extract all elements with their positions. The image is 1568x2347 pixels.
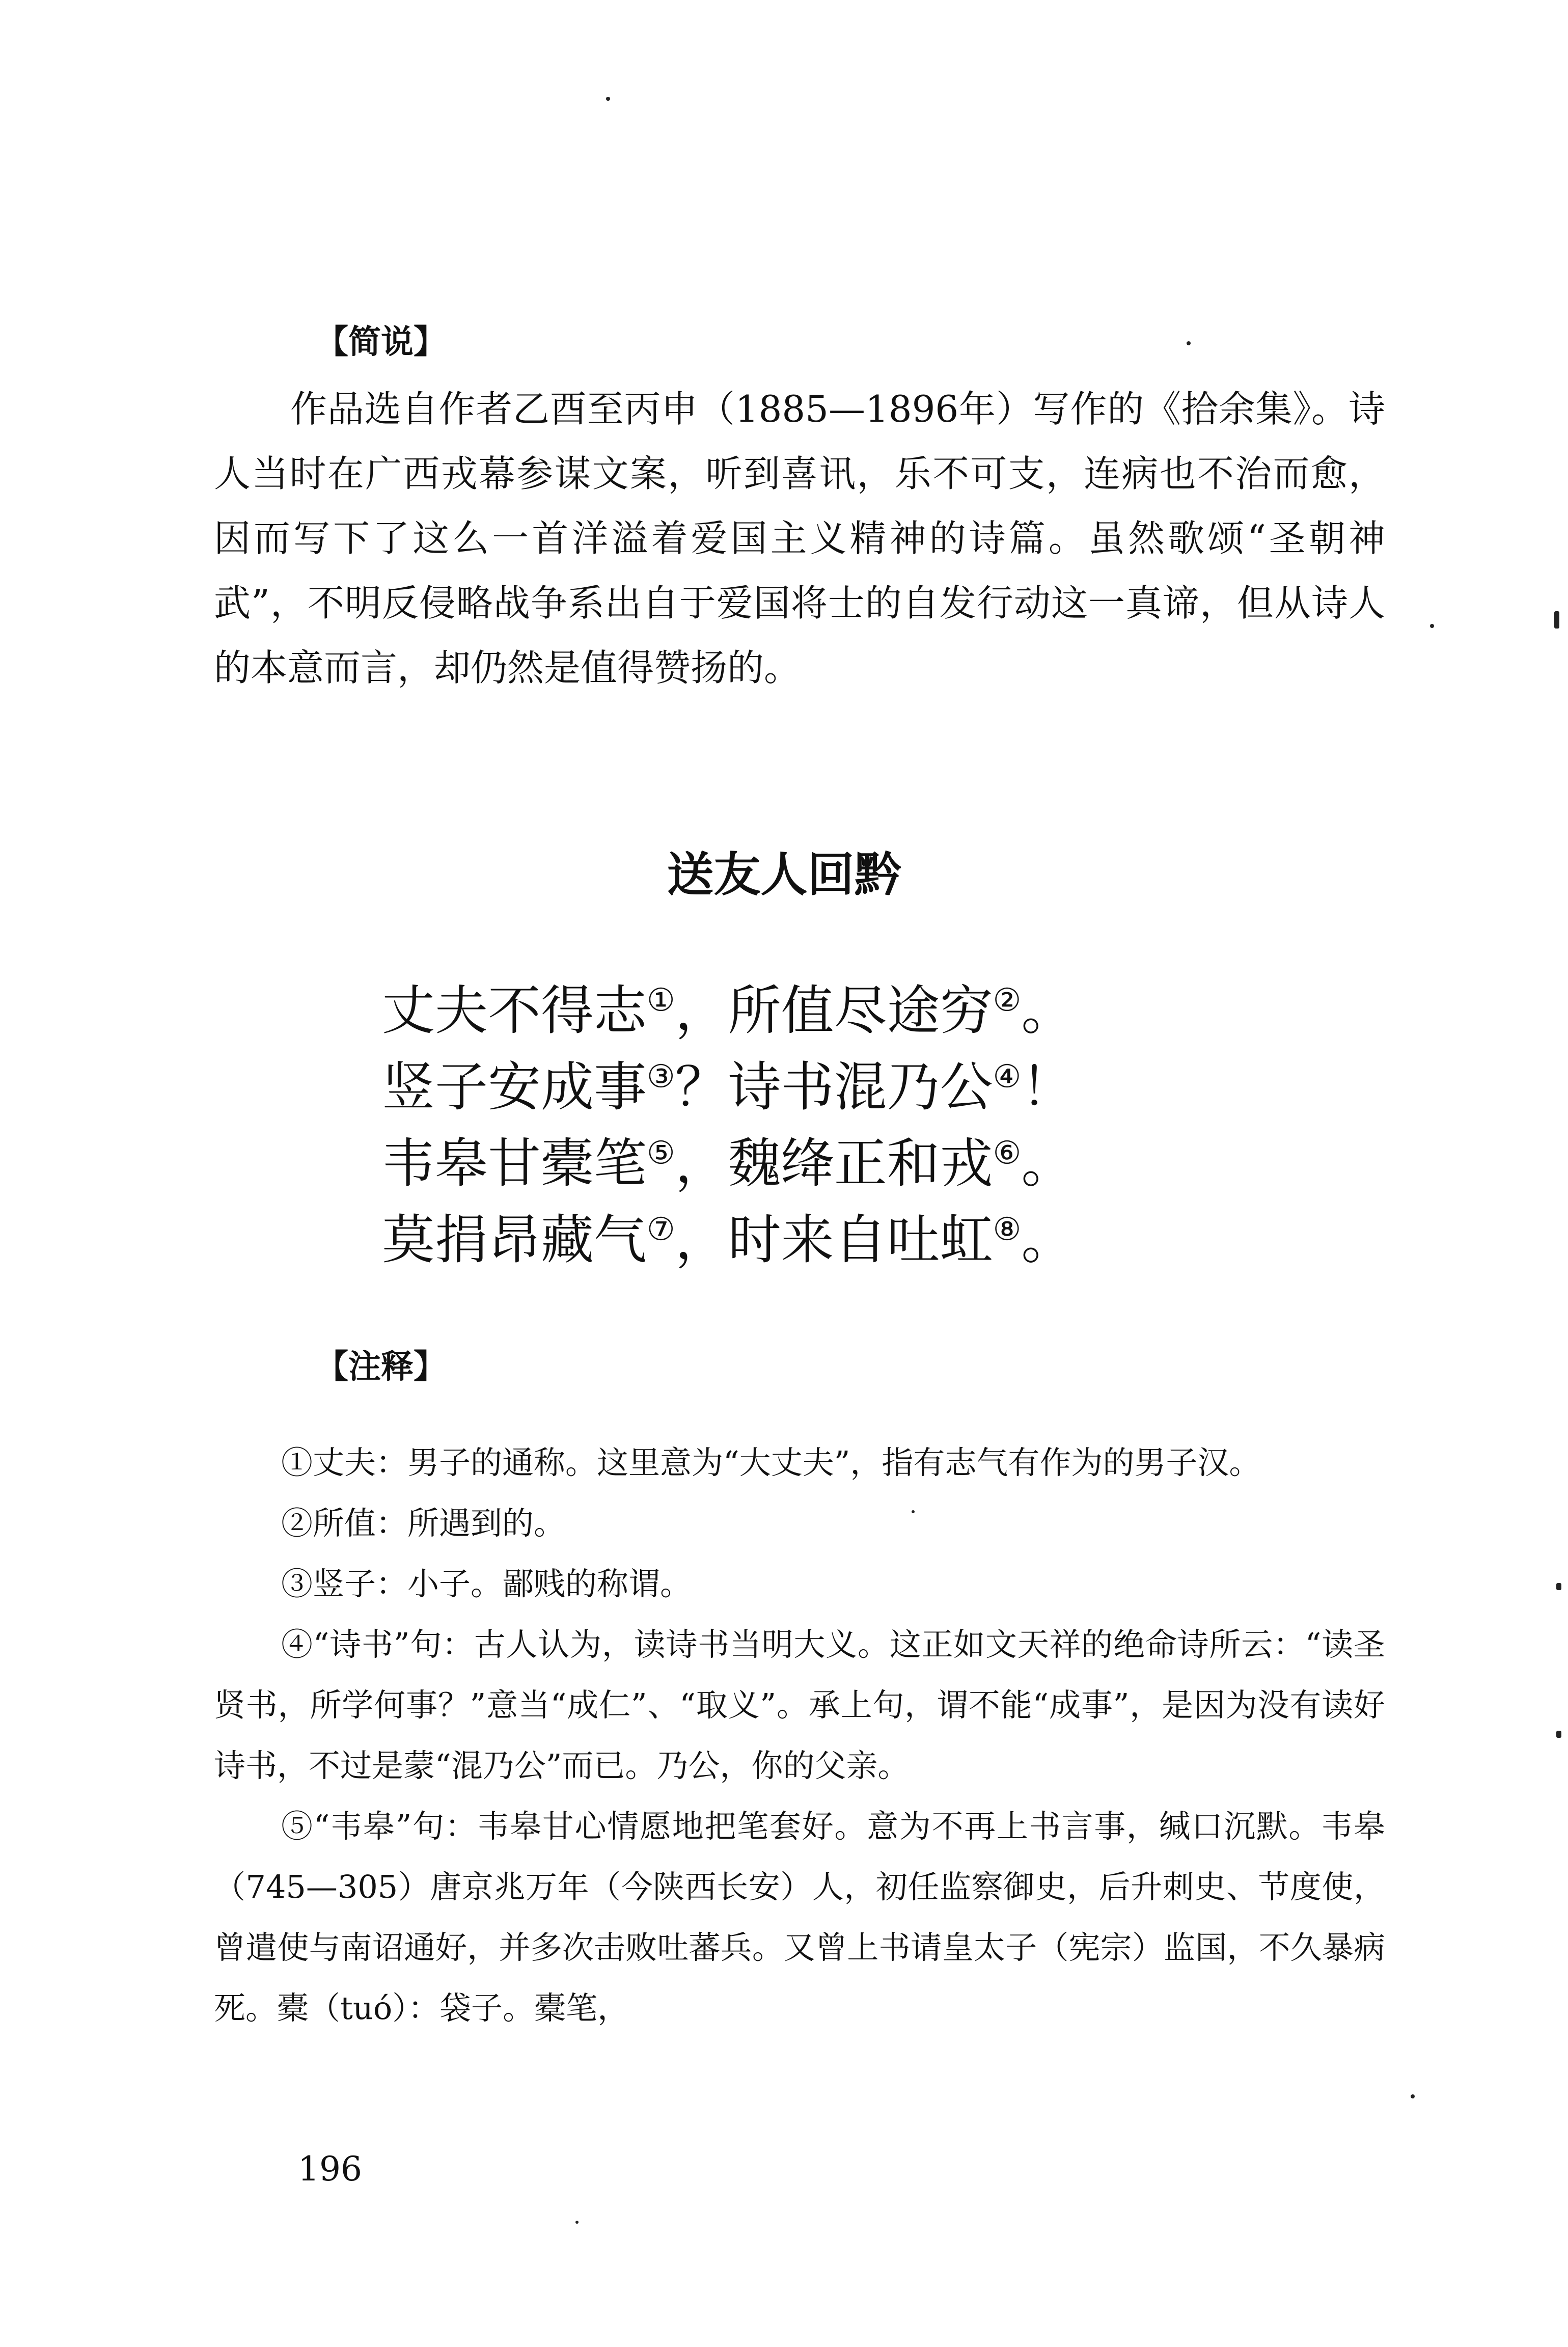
- poem-line-4-separator: ，: [675, 1209, 728, 1271]
- page-number: 196: [298, 2149, 362, 2189]
- scan-speck: [606, 97, 610, 101]
- poem-line-1-end: 。: [1021, 979, 1075, 1042]
- poem-line-3: [382, 1132, 1075, 1194]
- note-marker-7: ⑦: [647, 1210, 675, 1248]
- scan-speck: [1430, 624, 1434, 628]
- note-4: ④“诗书”句：古人认为，读诗书当明大义。这正如文天祥的绝命诗所云：“读圣贤书，所学何事？”意当“成仁”、“取义”。承上句，谓不能“成事”，是因为没有读好诗书，不过是蒙“混乃公”而已。乃公，你的父亲。: [214, 1626, 1385, 1784]
- note-marker-8: ⑧: [993, 1210, 1022, 1248]
- poem-line-2: [382, 1056, 1075, 1118]
- note-marker-6: ⑥: [993, 1134, 1022, 1171]
- poem-line-3-second-half: 魏绛正和戎: [728, 1132, 993, 1194]
- poem-line-3-separator: ，: [675, 1132, 728, 1194]
- poem-line-2-second-half: 诗书混乃公: [728, 1056, 993, 1118]
- brief-paragraph: 作品选自作者乙酉至丙申（1885—1896年）写作的《拾余集》。诗人当时在广西戎幕参谋文案，听到喜讯，乐不可支，连病也不治而愈，因而写下了这么一首洋溢着爱国主义精神的诗篇。虽然歌颂“圣朝神武”，不明反侵略战争系出自于爱国将士的自发行动这一真谛，但从诗人的本意而言，却仍然是值得赞扬的。: [214, 388, 1385, 689]
- note-2: ②所值：所遇到的。: [281, 1505, 566, 1542]
- note-marker-2: ②: [993, 981, 1022, 1019]
- poem-line-3-first-half: 韦皋甘橐笔: [382, 1132, 647, 1194]
- scan-speck: [1187, 341, 1191, 345]
- note-marker-3: ③: [647, 1057, 675, 1095]
- poem-line-4: [382, 1209, 1075, 1271]
- scan-speck: [1554, 611, 1559, 629]
- note-1: ①丈夫：男子的通称。这里意为“大丈夫”，指有志气有作为的男子汉。: [281, 1444, 1261, 1481]
- poem-line-2-end: ！: [1021, 1056, 1075, 1118]
- poem-title: 送友人回黔: [667, 848, 901, 902]
- scan-speck: [1556, 1731, 1561, 1738]
- scan-speck: [1556, 1583, 1561, 1590]
- poem-line-2-first-half: 竖子安成事: [382, 1056, 647, 1118]
- poem-line-1-first-half: 丈夫不得志: [382, 979, 647, 1042]
- poem-line-1: [382, 979, 1075, 1042]
- poem-line-1-separator: ，: [675, 979, 728, 1042]
- poem-line-4-second-half: 时来自吐虹: [728, 1209, 993, 1271]
- note-marker-1: ①: [647, 981, 675, 1019]
- note-marker-5: ⑤: [647, 1134, 675, 1171]
- notes-heading: 【注释】: [316, 1348, 446, 1386]
- poem-line-4-first-half: 莫捐昂藏气: [382, 1209, 647, 1271]
- poem-line-1-second-half: 所值尽途穷: [728, 979, 993, 1042]
- poem-line-4-end: 。: [1021, 1209, 1075, 1271]
- scan-speck: [1411, 2094, 1415, 2098]
- poem-line-2-separator: ？: [675, 1056, 728, 1118]
- poem-line-3-end: 。: [1021, 1132, 1075, 1194]
- notes-section: [214, 1432, 1385, 2038]
- note-marker-4: ④: [993, 1057, 1022, 1095]
- scan-speck: [912, 1510, 915, 1513]
- note-3: ③竖子：小子。鄙贱的称谓。: [281, 1565, 692, 1602]
- brief-heading: 【简说】: [316, 323, 446, 361]
- scan-speck: [575, 2221, 579, 2224]
- note-5: ⑤“韦皋”句：韦皋甘心情愿地把笔套好。意为不再上书言事，缄口沉默。韦皋（745—305）唐京兆万年（今陕西长安）人，初任监察御史，后升刺史、节度使，曾遣使与南诏通好，并多次击败吐蕃兵。又曾上书请皇太子（宪宗）监国，不久暴病死。橐（tuó）：袋子。橐笔，: [214, 1808, 1385, 2027]
